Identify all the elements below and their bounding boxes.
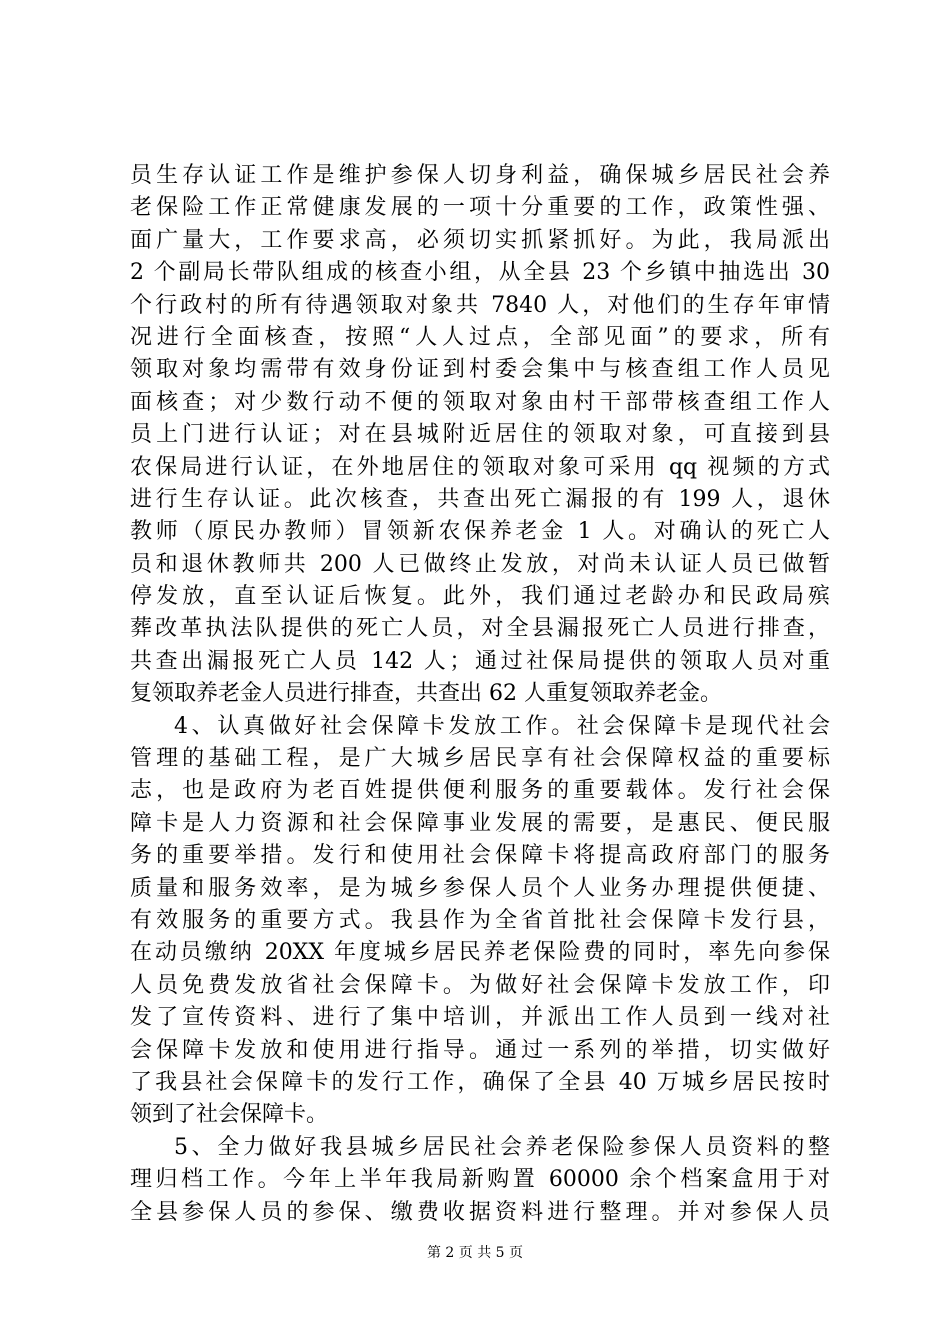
text-line: 况进行全面核查，按照“人人过点，全部见面”的要求，所有 bbox=[130, 324, 830, 350]
text-line: 务的重要举措。发行和使用社会保障卡将提高政府部门的服务 bbox=[130, 843, 830, 869]
text-line: 领取对象均需带有效身份证到村委会集中与核查组工作人员见 bbox=[130, 357, 830, 383]
text-line: 了我县社会保障卡的发行工作，确保了全县 40 万城乡居民按时 bbox=[130, 1069, 830, 1095]
text-line: 人员免费发放省社会保障卡。为做好社会保障卡发放工作，印 bbox=[130, 972, 830, 998]
document-body bbox=[130, 160, 830, 1229]
text-line: 员上门进行认证；对在县城附近居住的领取对象，可直接到县 bbox=[130, 422, 830, 448]
text-line: 在动员缴纳 20XX 年度城乡居民养老保险费的同时，率先向参保 bbox=[130, 940, 830, 966]
text-line: 障卡是人力资源和社会保障事业发展的需要，是惠民、便民服 bbox=[130, 810, 830, 836]
text-line: 全县参保人员的参保、缴费收据资料进行整理。并对参保人员 bbox=[130, 1199, 830, 1225]
text-line: 志，也是政府为老百姓提供便利服务的重要载体。发行社会保 bbox=[130, 778, 830, 804]
text-line: 面核查；对少数行动不便的领取对象由村干部带核查组工作人 bbox=[130, 389, 830, 415]
text-line: 2 个副局长带队组成的核查小组，从全县 23 个乡镇中抽选出 30 bbox=[130, 260, 830, 286]
text-line: 管理的基础工程，是广大城乡居民享有社会保障权益的重要标 bbox=[130, 746, 830, 772]
text-line: 葬改革执法队提供的死亡人员，对全县漏报死亡人员进行排查， bbox=[130, 616, 830, 642]
text-line: 理归档工作。今年上半年我局新购置 60000 余个档案盒用于对 bbox=[130, 1167, 830, 1193]
text-line: 质量和服务效率，是为城乡参保人员个人业务办理提供便捷、 bbox=[130, 875, 830, 901]
text-line: 领到了社会保障卡。 bbox=[130, 1102, 329, 1128]
text-line: 农保局进行认证，在外地居住的领取对象可采用 qq 视频的方式 bbox=[130, 454, 830, 480]
text-line: 共查出漏报死亡人员 142 人；通过社保局提供的领取人员对重 bbox=[130, 648, 830, 674]
text-line: 个行政村的所有待遇领取对象共 7840 人，对他们的生存年审情 bbox=[130, 292, 830, 318]
text-line: 教师（原民办教师）冒领新农保养老金 1 人。对确认的死亡人 bbox=[130, 519, 830, 545]
text-line: 发了宣传资料、进行了集中培训，并派出工作人员到一线对社 bbox=[130, 1005, 830, 1031]
text-line: 面广量大，工作要求高，必须切实抓紧抓好。为此，我局派出 bbox=[130, 227, 830, 253]
text-line: 老保险工作正常健康发展的一项十分重要的工作，政策性强、 bbox=[130, 195, 830, 221]
paragraph-4-first-line: 4、认真做好社会保障卡发放工作。社会保障卡是现代社会 bbox=[174, 713, 830, 739]
text-line: 进行生存认证。此次核查，共查出死亡漏报的有 199 人，退休 bbox=[130, 486, 830, 512]
text-line: 员和退休教师共 200 人已做终止发放，对尚未认证人员已做暂 bbox=[130, 551, 830, 577]
text-line: 员生存认证工作是维护参保人切身利益，确保城乡居民社会养 bbox=[130, 163, 830, 188]
text-line: 会保障卡发放和使用进行指导。通过一系列的举措，切实做好 bbox=[130, 1037, 830, 1063]
text-line: 停发放，直至认证后恢复。此外，我们通过老龄办和民政局殡 bbox=[130, 584, 830, 610]
paragraph-5-first-line: 5、全力做好我县城乡居民社会养老保险参保人员资料的整 bbox=[174, 1134, 830, 1160]
text-line: 复领取养老金人员进行排查，共查出 62 人重复领取养老金。 bbox=[130, 681, 722, 707]
text-line: 有效服务的重要方式。我县作为全省首批社会保障卡发行县， bbox=[130, 907, 830, 933]
page-number-footer: 第 2 页 共 5 页 bbox=[426, 1245, 524, 1261]
